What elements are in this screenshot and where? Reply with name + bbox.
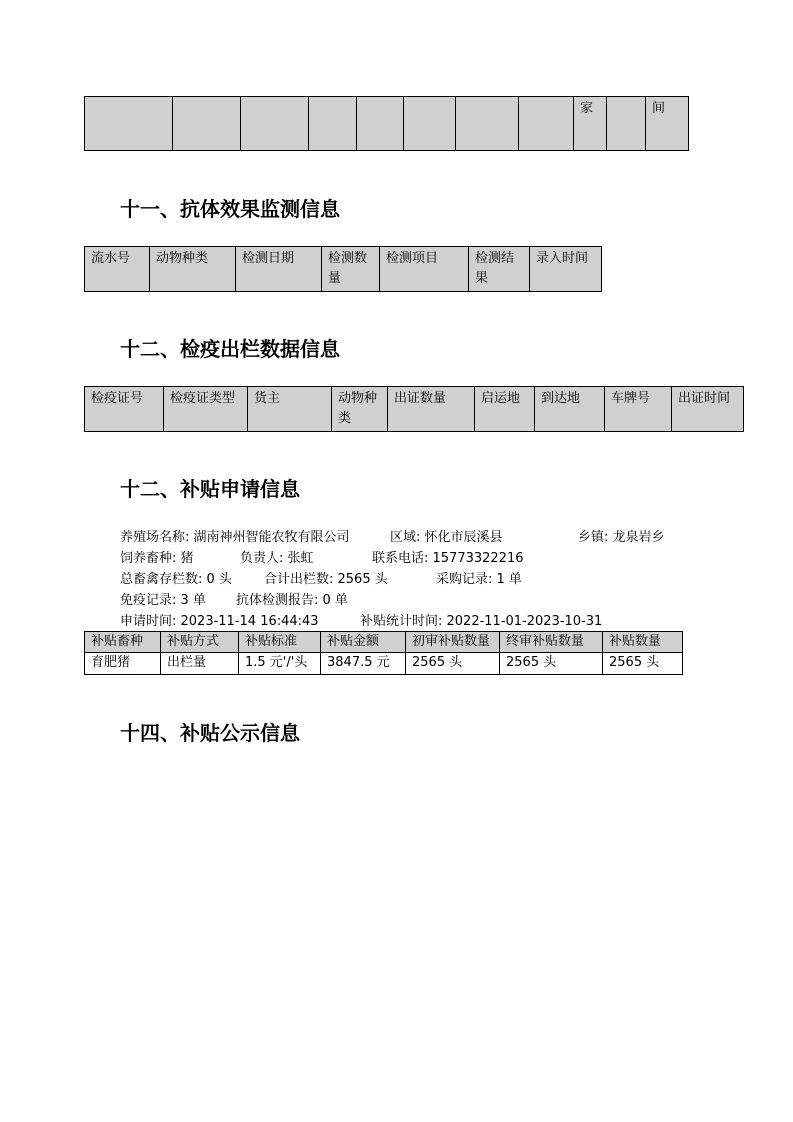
table-header-cell: 到达地 — [535, 387, 605, 432]
total-stock: 总畜禽存栏数: 0 头 — [120, 572, 232, 587]
table-cell: 3847.5 元 — [321, 653, 406, 675]
table-header-cell: 补贴数量 — [603, 632, 683, 653]
section-11-title: 十一、抗体效果监测信息 — [120, 197, 340, 221]
region: 区域: 怀化市辰溪县 — [390, 530, 503, 545]
purchase-records: 采购记录: 1 单 — [436, 572, 522, 587]
table-cell: 2565 头 — [603, 653, 683, 675]
table-cell: 育肥猪 — [85, 653, 161, 675]
table-header-cell: 补贴方式 — [161, 632, 239, 653]
farm-name: 养殖场名称: 湖南神州智能农牧有限公司 — [120, 530, 350, 545]
table-cell: 间 — [646, 97, 689, 151]
table-header-cell: 检疫证类型 — [164, 387, 248, 432]
table-header-cell: 车牌号 — [605, 387, 672, 432]
section-12-subsidy-title: 十二、补贴申请信息 — [120, 477, 300, 501]
table-header-cell: 检测结果 — [469, 247, 530, 292]
table-header-cell: 录入时间 — [530, 247, 602, 292]
table-header-cell: 检测日期 — [236, 247, 322, 292]
table-cell — [404, 97, 456, 151]
table-header-cell: 流水号 — [85, 247, 150, 292]
table-cell — [519, 97, 574, 151]
table-header-cell: 初审补贴数量 — [406, 632, 500, 653]
phone: 联系电话: 15773322216 — [372, 551, 524, 566]
table-header-cell: 动物种类 — [332, 387, 388, 432]
apply-time: 申请时间: 2023-11-14 16:44:43 — [120, 614, 319, 629]
table-cell: 家 — [574, 97, 607, 151]
species: 饲养畜种: 猪 — [120, 551, 194, 566]
table-header-cell: 补贴标准 — [239, 632, 321, 653]
table-header-cell: 补贴畜种 — [85, 632, 161, 653]
table-header-cell: 补贴金额 — [321, 632, 406, 653]
table-cell — [241, 97, 309, 151]
table-header-cell: 动物种类 — [150, 247, 236, 292]
table-cell — [456, 97, 519, 151]
table-header-cell: 出证时间 — [672, 387, 744, 432]
table-cell — [173, 97, 241, 151]
table-header-cell: 检测数量 — [322, 247, 380, 292]
antibody-monitoring-table — [84, 246, 602, 292]
section-14-title: 十四、补贴公示信息 — [120, 721, 300, 745]
table-header-cell: 检疫证号 — [85, 387, 164, 432]
owner: 负责人: 张虹 — [240, 551, 314, 566]
table-cell — [309, 97, 357, 151]
table-cell: 出栏量 — [161, 653, 239, 675]
subsidy-table — [84, 631, 683, 675]
table-header-cell: 出证数量 — [388, 387, 475, 432]
total-out: 合计出栏数: 2565 头 — [264, 572, 388, 587]
table-cell — [357, 97, 404, 151]
top-continuation-table — [84, 96, 689, 151]
table-header-cell: 检测项目 — [380, 247, 469, 292]
table-cell: 2565 头 — [406, 653, 500, 675]
table-row — [85, 653, 683, 675]
quarantine-table — [84, 386, 744, 432]
table-header-cell: 启运地 — [475, 387, 535, 432]
table-cell: 2565 头 — [500, 653, 603, 675]
township: 乡镇: 龙泉岩乡 — [578, 530, 665, 545]
table-header-cell: 货主 — [248, 387, 332, 432]
table-cell — [607, 97, 646, 151]
table-cell: 1.5 元'/'头 — [239, 653, 321, 675]
antibody-reports: 抗体检测报告: 0 单 — [236, 593, 348, 608]
table-header-cell: 终审补贴数量 — [500, 632, 603, 653]
table-cell — [85, 97, 173, 151]
stat-period: 补贴统计时间: 2022-11-01-2023-10-31 — [360, 614, 603, 629]
immune-records: 免疫记录: 3 单 — [120, 593, 206, 608]
section-12-quarantine-title: 十二、检疫出栏数据信息 — [120, 337, 340, 361]
